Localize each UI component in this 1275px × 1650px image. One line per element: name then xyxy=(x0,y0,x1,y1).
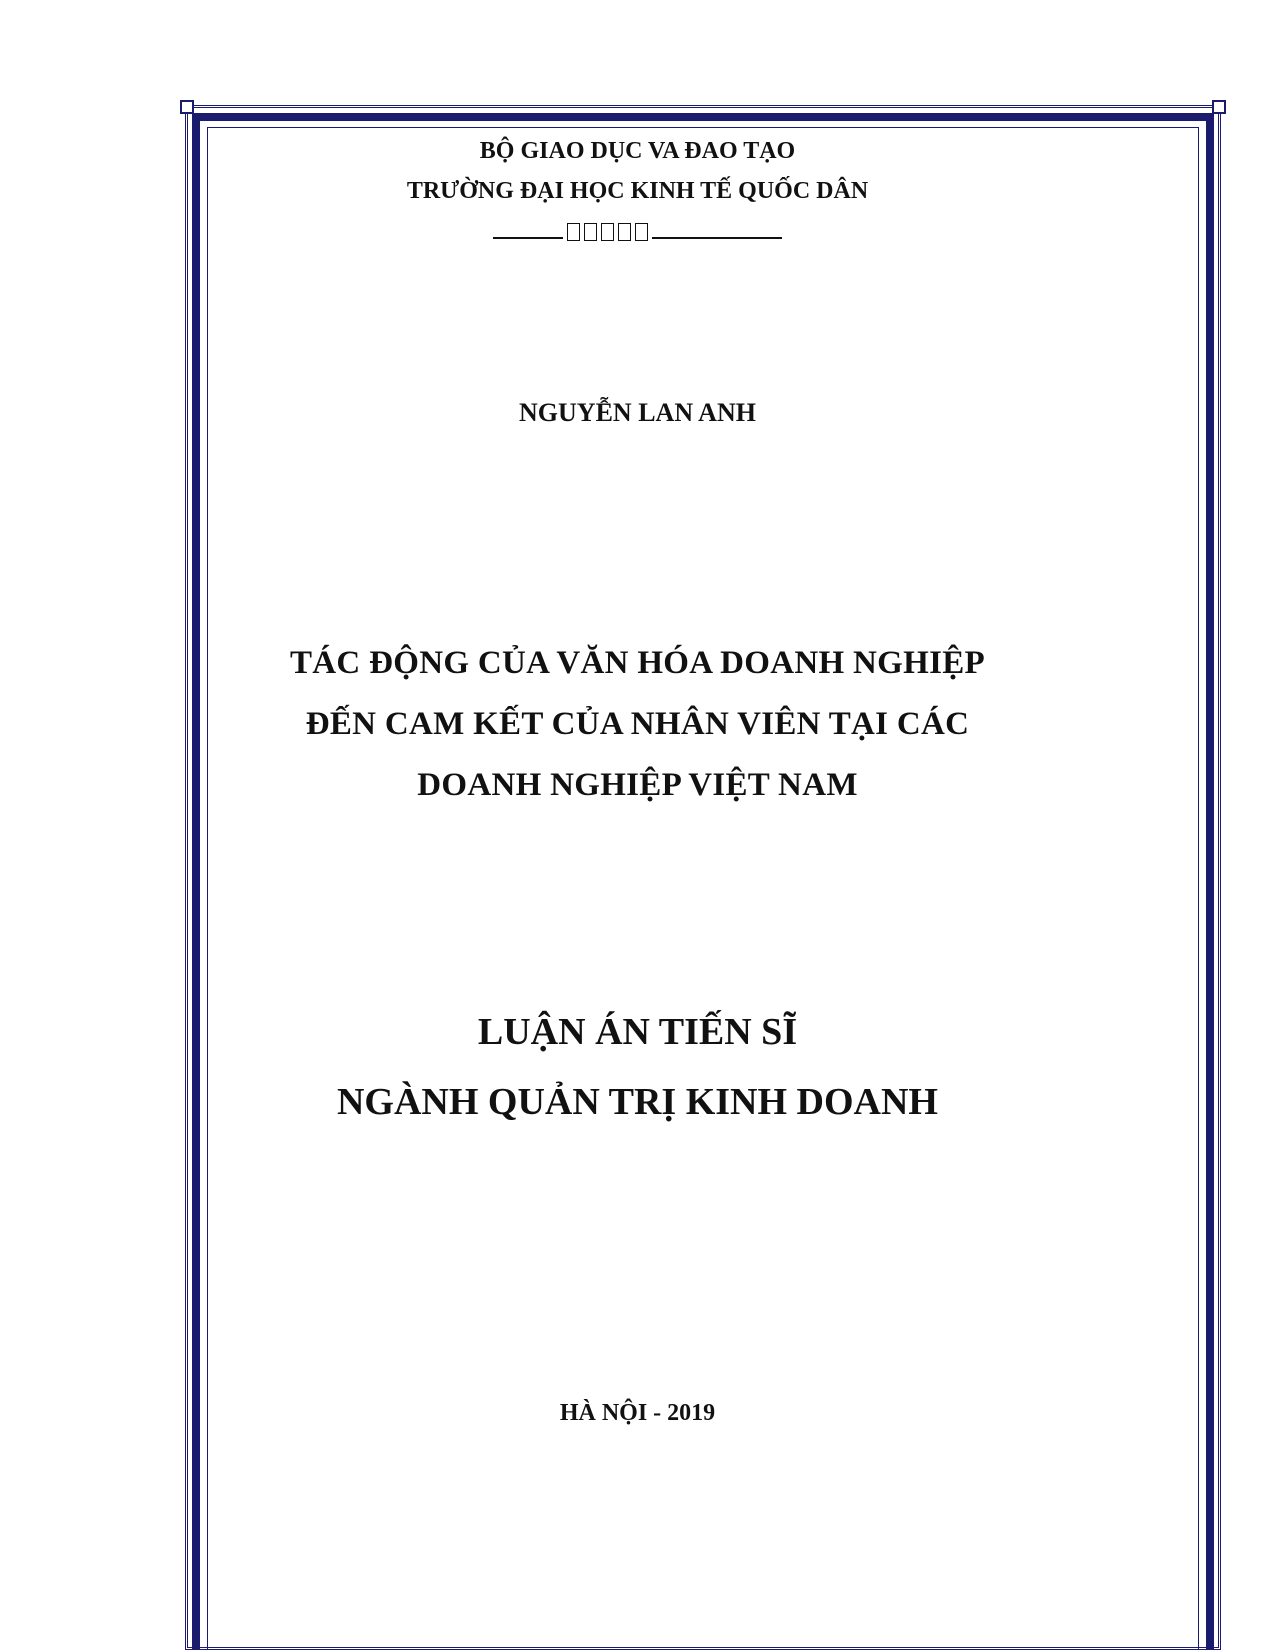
border-corner-top-right xyxy=(1212,100,1226,114)
degree-type: LUẬN ÁN TIẾN SĨ xyxy=(477,1011,798,1053)
header-ornament-divider xyxy=(0,218,1275,245)
author-name: NGUYỄN LAN ANH xyxy=(519,398,756,427)
thesis-title-line: DOANH NGHIỆP VIỆT NAM xyxy=(417,767,858,803)
ornament-glyph xyxy=(584,223,597,241)
divider-line xyxy=(493,237,563,239)
ornament-glyph xyxy=(567,223,580,241)
ministry-heading: BỘ GIAO DỤC VA ĐAO TẠO xyxy=(479,138,796,164)
divider-line xyxy=(652,237,782,239)
border-corner-top-left xyxy=(180,100,194,114)
ornament-glyph xyxy=(601,223,614,241)
major-field: NGÀNH QUẢN TRỊ KINH DOANH xyxy=(336,1081,938,1123)
university-heading: TRƯỜNG ĐẠI HỌC KINH TẾ QUỐC DÂN xyxy=(406,178,869,204)
thesis-title-line: ĐẾN CAM KẾT CỦA NHÂN VIÊN TẠI CÁC xyxy=(305,706,970,742)
ornament-glyph xyxy=(618,223,631,241)
ornament-glyph xyxy=(635,223,648,241)
place-year: HÀ NỘI - 2019 xyxy=(559,1400,716,1426)
thesis-title-line: TÁC ĐỘNG CỦA VĂN HÓA DOANH NGHIỆP xyxy=(289,645,985,681)
